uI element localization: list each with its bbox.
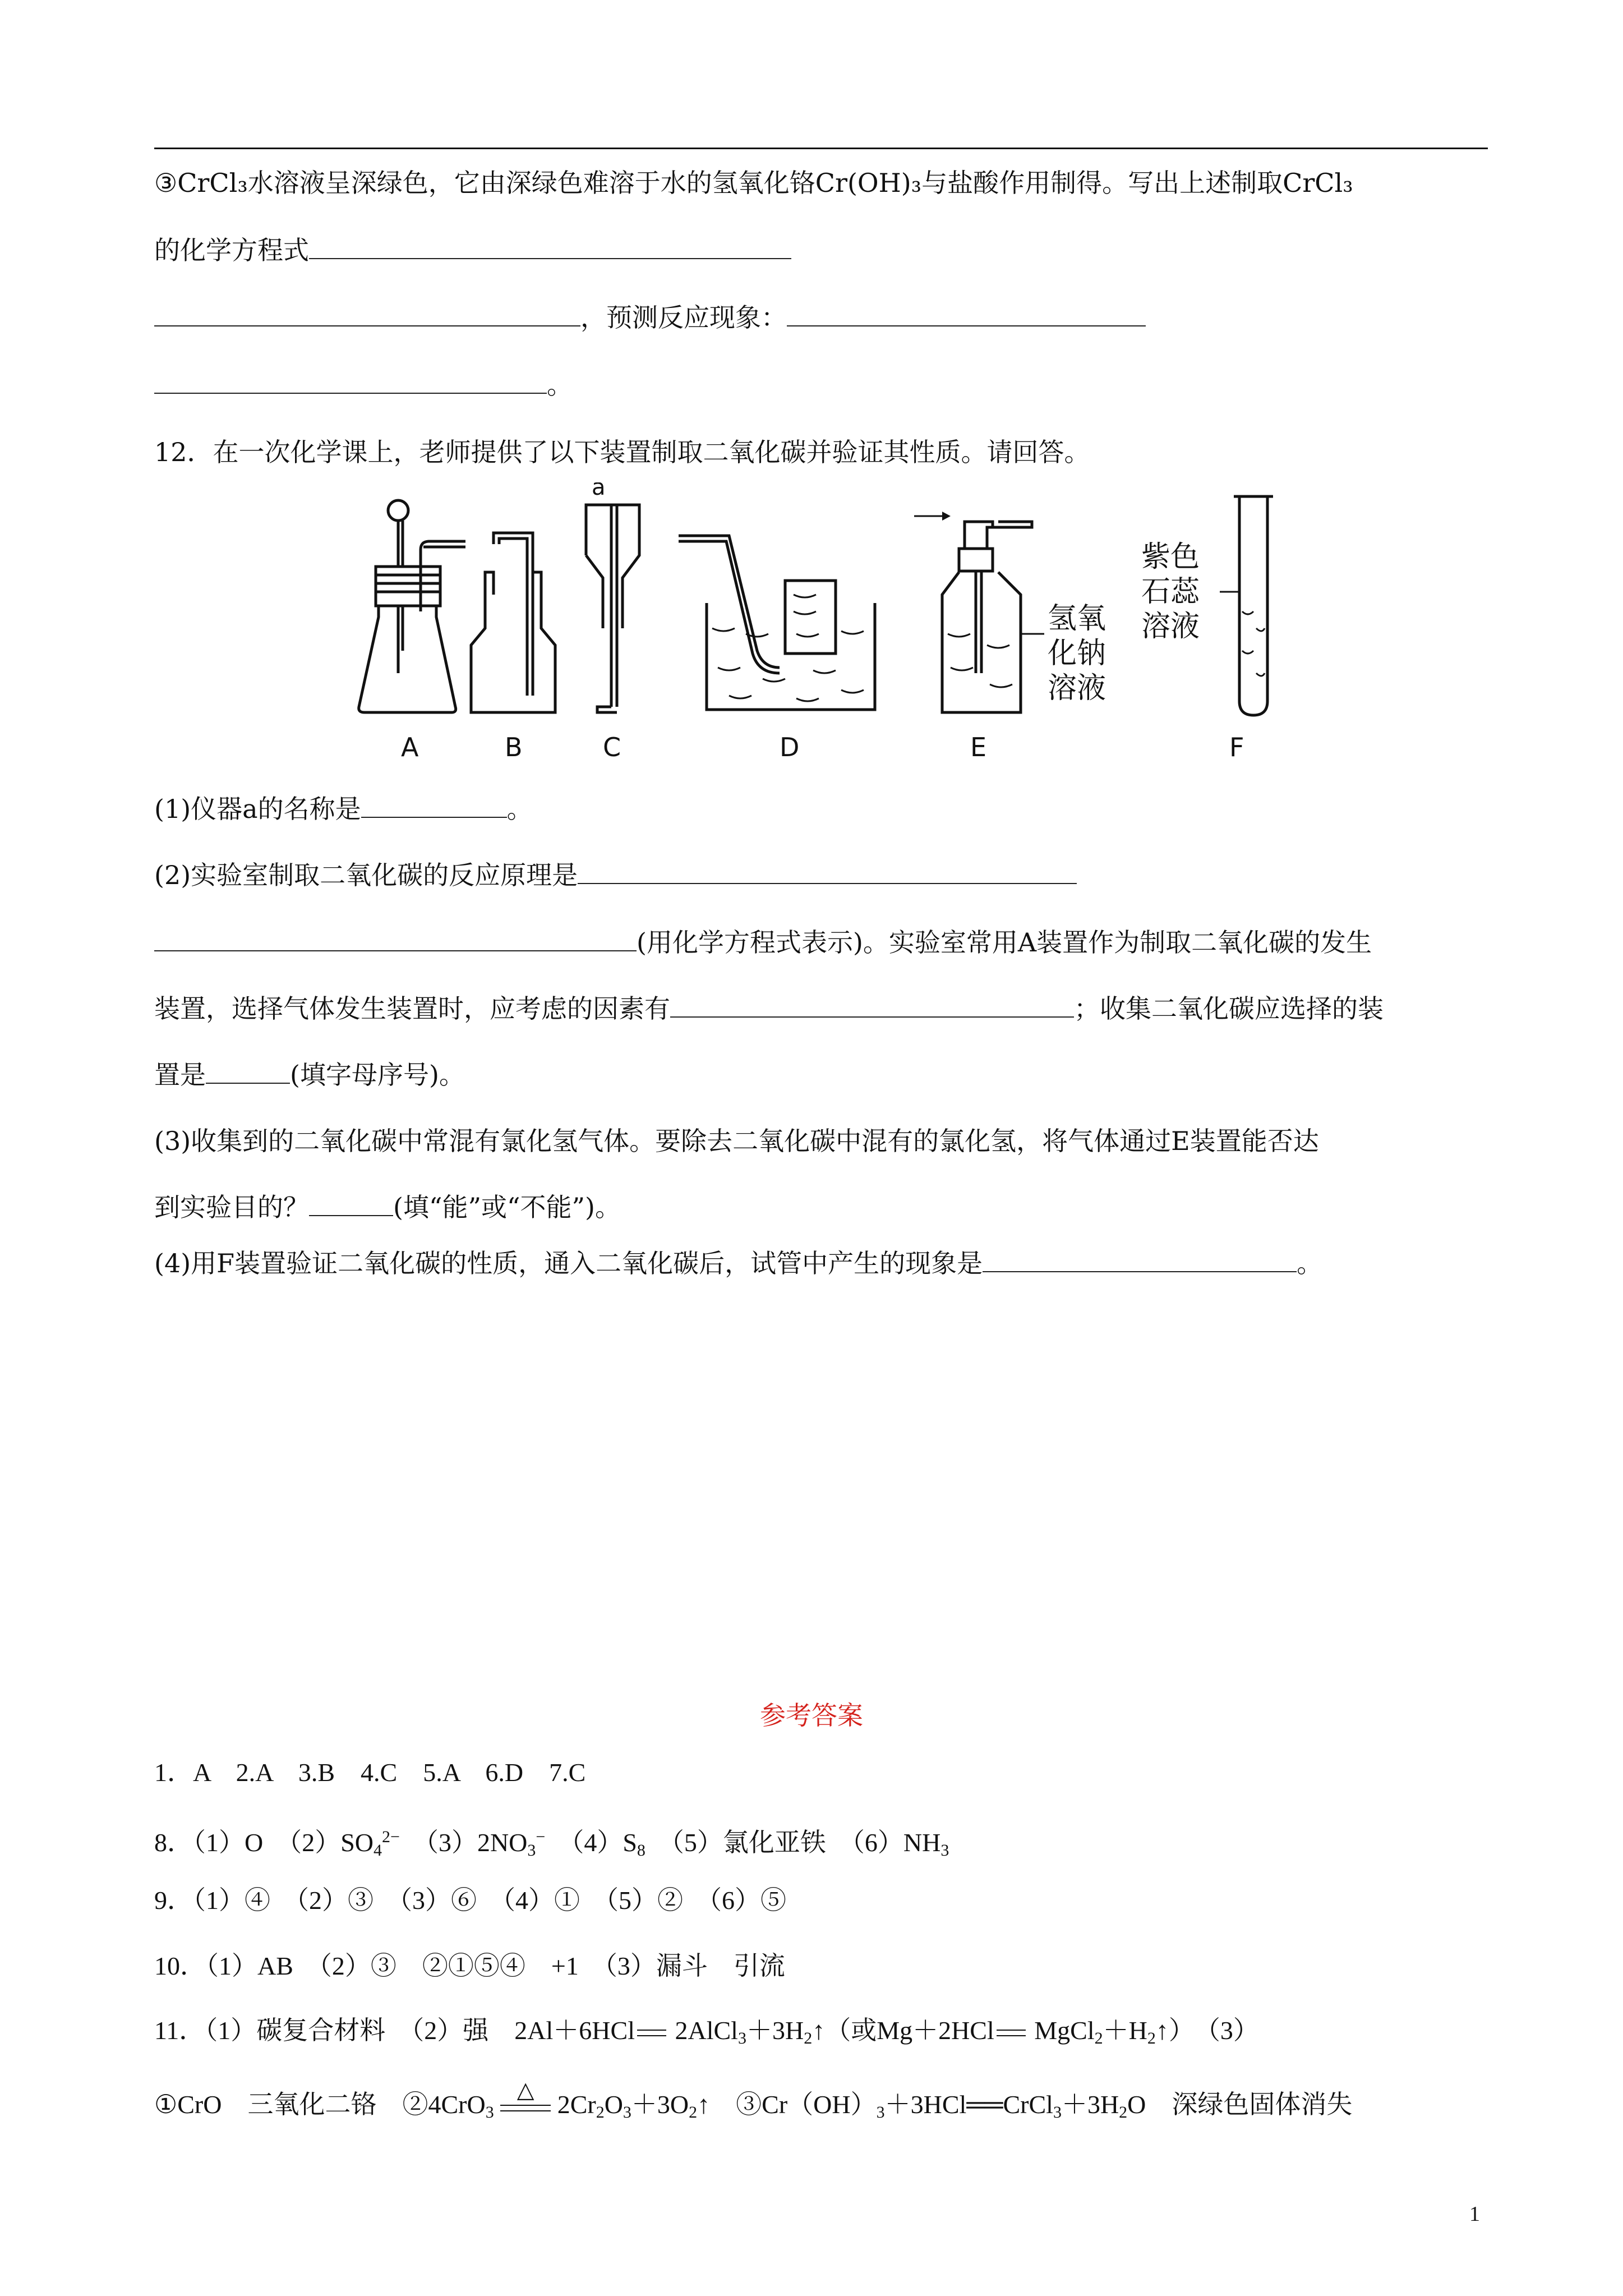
- q12-intro: 12．在一次化学课上，老师提供了以下装置制取二氧化碳并验证其性质。请回答。: [154, 437, 1090, 467]
- test-tube-f: [1220, 496, 1273, 715]
- svg-text:溶液: 溶液: [1141, 610, 1200, 643]
- svg-text:石蕊: 石蕊: [1141, 575, 1200, 609]
- answer-blank[interactable]: [578, 861, 1077, 884]
- q11-line2: 的化学方程式: [154, 233, 791, 267]
- q11-line4: 。: [154, 368, 573, 402]
- svg-text:溶液: 溶液: [1048, 671, 1106, 705]
- label-a: A: [401, 732, 419, 762]
- q11-line1: ③CrCl₃水溶液呈深绿色，它由深绿色难溶于水的氢氧化铬Cr(OH)₃与盐酸作用制得。写出上述制取CrCl₃: [154, 168, 1353, 198]
- q12-part2-line3: 装置，选择气体发生装置时，应考虑的因素有 ；收集二氧化碳应选择的装: [154, 993, 1384, 1024]
- header-rule: [154, 148, 1488, 149]
- flask-a: [359, 500, 465, 712]
- trough-d: [679, 536, 875, 710]
- svg-text:紫色: 紫色: [1141, 540, 1200, 574]
- a-mark: a: [592, 482, 606, 500]
- heat-symbol: △: [500, 2088, 551, 2122]
- apparatus-figure: [336, 482, 1318, 774]
- wash-bottle-e: [914, 512, 1044, 712]
- q12-part3-line2: 到实验目的？ (填“能”或“不能”)。: [154, 1192, 621, 1222]
- label-b: B: [505, 732, 523, 762]
- answer-line-11b: ①CrO 三氧化二铬 ②4CrO$_3$ △ $2Cr_2O_3+3O_2↑$ $③Cr(OH)_3+3HCl══CrCl_3+3H_2O$ 深绿色固体消失: [154, 2077, 1353, 2122]
- answer-line-10: 10．（1）AB （2）③ ②①⑤④ +1 （3）漏斗 引流: [154, 1952, 785, 1980]
- answer-blank[interactable]: [154, 370, 547, 394]
- answers-title: 参考答案: [760, 1700, 863, 1731]
- answer-line-8: 8．（1）O $(2)SO_4^{2-}$ $(3)2NO_3^-$ $(4)S_8$ （5）氯化亚铁 $(6)NH_3$: [154, 1828, 949, 1860]
- answer-blank[interactable]: [309, 236, 791, 259]
- answer-line-11a: 11．（1）碳复合材料 （2）强 2Al＋6HCl $2AlCl_3+3H_2↑$（或Mg＋2HCl $MgCl_2+H_2↑$） （3）: [154, 2016, 1259, 2047]
- bottle-b: [471, 533, 555, 712]
- answer-blank[interactable]: [670, 994, 1074, 1018]
- answer-blank[interactable]: [206, 1060, 290, 1084]
- svg-text:氢氧: 氢氧: [1048, 602, 1106, 636]
- answer-blank[interactable]: [154, 928, 637, 951]
- answer-blank[interactable]: [983, 1249, 1297, 1272]
- label-f: F: [1229, 732, 1244, 762]
- q12-part2-line2: (用化学方程式表示)。实验室常用A装置作为制取二氧化碳的发生: [154, 926, 1372, 959]
- label-d: D: [780, 732, 800, 762]
- q12-part4: (4)用F装置验证二氧化碳的性质，通入二氧化碳后，试管中产生的现象是 。: [154, 1248, 1323, 1278]
- q12-part2-line1: (2)实验室制取二氧化碳的反应原理是: [154, 858, 1077, 892]
- q12-part3-line1: (3)收集到的二氧化碳中常混有氯化氢气体。要除去二氧化碳中混有的氯化氢，将气体通过E装置能否达: [154, 1126, 1319, 1156]
- answer-blank[interactable]: [787, 303, 1146, 326]
- q12-part2-line4: 置是 (填字母序号)。: [154, 1060, 465, 1090]
- answer-line-9: 9．（1）④ （2）③ （3）⑥ （4）① （5）② （6）⑤: [154, 1886, 786, 1915]
- answer-blank[interactable]: [361, 794, 507, 818]
- svg-text:化钠: 化钠: [1048, 637, 1106, 670]
- q11-line3: ，预测反应现象：: [154, 301, 1146, 334]
- answer-blank[interactable]: [309, 1193, 393, 1216]
- label-e: E: [970, 732, 987, 762]
- funnel-c: [586, 505, 639, 712]
- q12-part1: (1)仪器a的名称是 。: [154, 794, 533, 824]
- label-c: C: [603, 732, 621, 762]
- page-number: 1: [1469, 2202, 1480, 2226]
- answer-blank[interactable]: [154, 303, 580, 326]
- answer-line-1-7: 1．A 2.A 3.B 4.C 5.A 6.D 7.C: [154, 1758, 586, 1787]
